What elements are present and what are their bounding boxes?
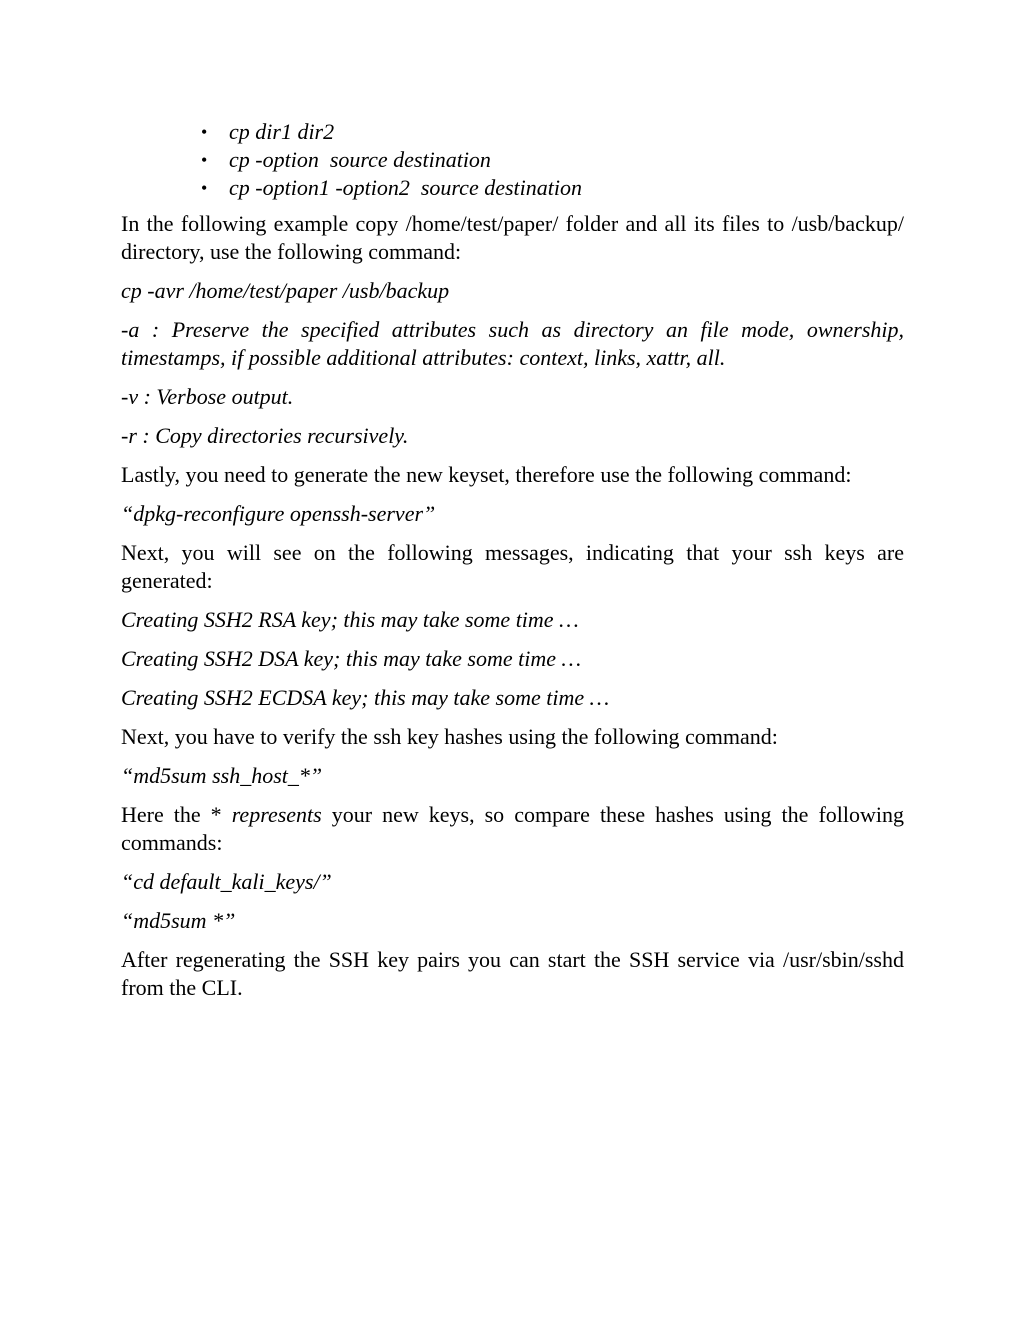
paragraph-messages-intro: Next, you will see on the following messages, indicating that your ssh keys are generated:	[121, 540, 904, 593]
paragraph-compare-hashes	[121, 801, 904, 857]
bullet-icon: •	[201, 122, 208, 142]
message-ecdsa-key: Creating SSH2 ECDSA key; this may take some time …	[121, 685, 610, 710]
list-item	[121, 118, 904, 146]
message-dsa-key: Creating SSH2 DSA key; this may take some time …	[121, 646, 582, 671]
command-dpkg-reconfigure: “dpkg-reconfigure openssh-server”	[121, 501, 436, 526]
option-r-description: -r : Copy directories recursively.	[121, 423, 409, 448]
command-cp-avr: cp -avr /home/test/paper /usb/backup	[121, 278, 450, 303]
command-cd-default-keys: “cd default_kali_keys/”	[121, 869, 332, 894]
message-rsa-key: Creating SSH2 RSA key; this may take some time …	[121, 607, 579, 632]
list-item-text: cp -option1 -option2 source destination	[229, 175, 582, 200]
paragraph-generate-keyset: Lastly, you need to generate the new keyset, therefore use the following command:	[121, 462, 852, 487]
paragraph-text: Here the *	[121, 802, 232, 827]
command-md5sum-all: “md5sum *”	[121, 908, 236, 933]
paragraph-text: your new keys, so compare these hashes using the following commands:	[121, 802, 904, 855]
command-syntax-list	[121, 118, 904, 202]
list-item-text: cp -option source destination	[229, 147, 491, 172]
option-a-description: -a : Preserve the specified attributes such as directory an file mode, ownership, timestamps, if possible additional attributes: context, links, xattr, all.	[121, 317, 904, 370]
paragraph-copy-example: In the following example copy /home/test/paper/ folder and all its files to /usb/backup/ directory, use the following command:	[121, 211, 904, 264]
bullet-icon: •	[201, 150, 208, 170]
list-item	[121, 174, 904, 202]
emphasis-text: represents	[231, 802, 322, 827]
list-item	[121, 146, 904, 174]
paragraph-verify-hashes: Next, you have to verify the ssh key hashes using the following command:	[121, 724, 778, 749]
command-md5sum-host: “md5sum ssh_host_*”	[121, 763, 323, 788]
document-page	[121, 118, 904, 1013]
paragraph-start-ssh: After regenerating the SSH key pairs you can start the SSH service via /usr/sbin/sshd from the CLI.	[121, 947, 904, 1000]
option-v-description: -v : Verbose output.	[121, 384, 294, 409]
list-item-text: cp dir1 dir2	[229, 119, 335, 144]
bullet-icon: •	[201, 178, 208, 198]
